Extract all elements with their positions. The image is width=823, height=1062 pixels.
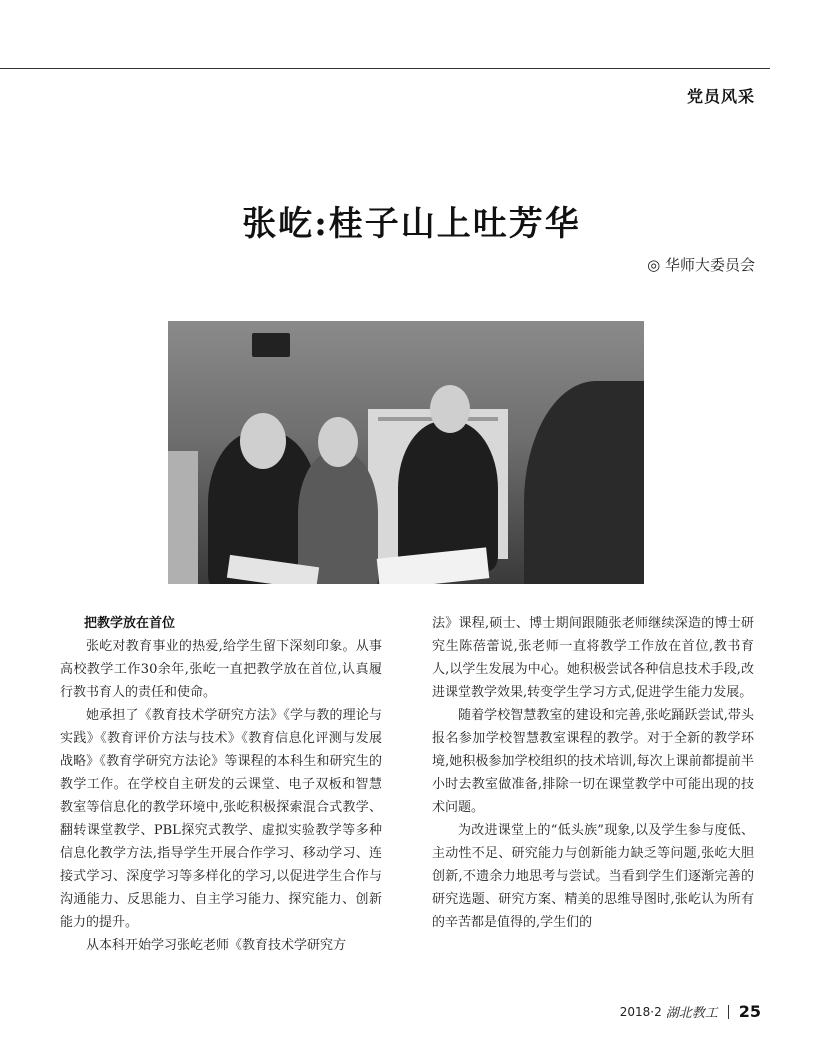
paragraph: 为改进课堂上的“低头族”现象,以及学生参与度低、主动性不足、研究能力与创新能力缺乏等问题,张屹大胆创新,不遗余力地思考与尝试。当看到学生们逐渐完善的研究选题、研究方案、精美的思维导图时,张屹认为所有的辛苦都是值得的,学生们的 [432, 823, 754, 930]
photo-face [318, 417, 358, 467]
page-number: 25 [738, 1002, 761, 1021]
paragraph-continuation: 法》课程,硕士、博士期间跟随张老师继续深造的博士研究生陈蓓蕾说,张老师一直将教学工作放在首位,教书育人,以学生发展为中心。她积极尝试各种信息技术手段,改进课堂教学效果,转变学生学习方式,促进学生能力发展。 [432, 616, 754, 700]
photo-speaker [252, 333, 290, 357]
magazine-name: 湖北教工 [665, 1006, 718, 1021]
header-rule [0, 68, 770, 69]
right-column [432, 612, 754, 934]
photo-student-glasses [298, 451, 378, 584]
article-byline: ◎ 华师大委员会 [647, 256, 755, 274]
photo-face [430, 385, 470, 433]
section-subhead: 把教学放在首位 [84, 616, 176, 631]
page-footer [620, 1002, 761, 1021]
photo-student-left [168, 451, 198, 584]
article-title: 张屹:桂子山上吐芳华 [242, 204, 581, 244]
left-column [60, 612, 382, 957]
section-label: 党员风采 [686, 87, 755, 106]
paragraph: 她承担了《教育技术学研究方法》《学与教的理论与实践》《教育评价方法与技术》《教育信息化评测与发展战略》《教育学研究方法论》等课程的本科生和研究生的教学工作。在学校自主研发的云课堂、电子双板和智慧教室等信息化的教学环境中,张屹积极探索混合式教学、翻转课堂教学、PBL探究式教学、虚拟实验教学等多种信息化教学方法,指导学生开展合作学习、移动学习、连接式学习、深度学习等多样化的学习,以促进学生合作与沟通能力、反思能力、自主学习能力、探究能力、创新能力的提升。 [60, 708, 382, 930]
paragraph: 张屹对教育事业的热爱,给学生留下深刻印象。从事高校教学工作30余年,张屹一直把教学放在首位,认真履行教书育人的责任和使命。 [60, 639, 382, 700]
paragraph: 从本科开始学习张屹老师《教育技术学研究方 [86, 938, 347, 953]
paragraph: 随着学校智慧教室的建设和完善,张屹踊跃尝试,带头报名参加学校智慧教室课程的教学。对于全新的教学环境,她积极参加学校组织的技术培训,每次上课前都提前半小时去教室做准备,排除一切在课堂教学中可能出现的技术问题。 [432, 708, 754, 815]
photo-student-right [524, 381, 644, 584]
article-photo [168, 321, 644, 584]
footer-divider [728, 1005, 729, 1019]
photo-face [240, 413, 286, 469]
issue-number: 2018·2 [619, 1004, 662, 1019]
